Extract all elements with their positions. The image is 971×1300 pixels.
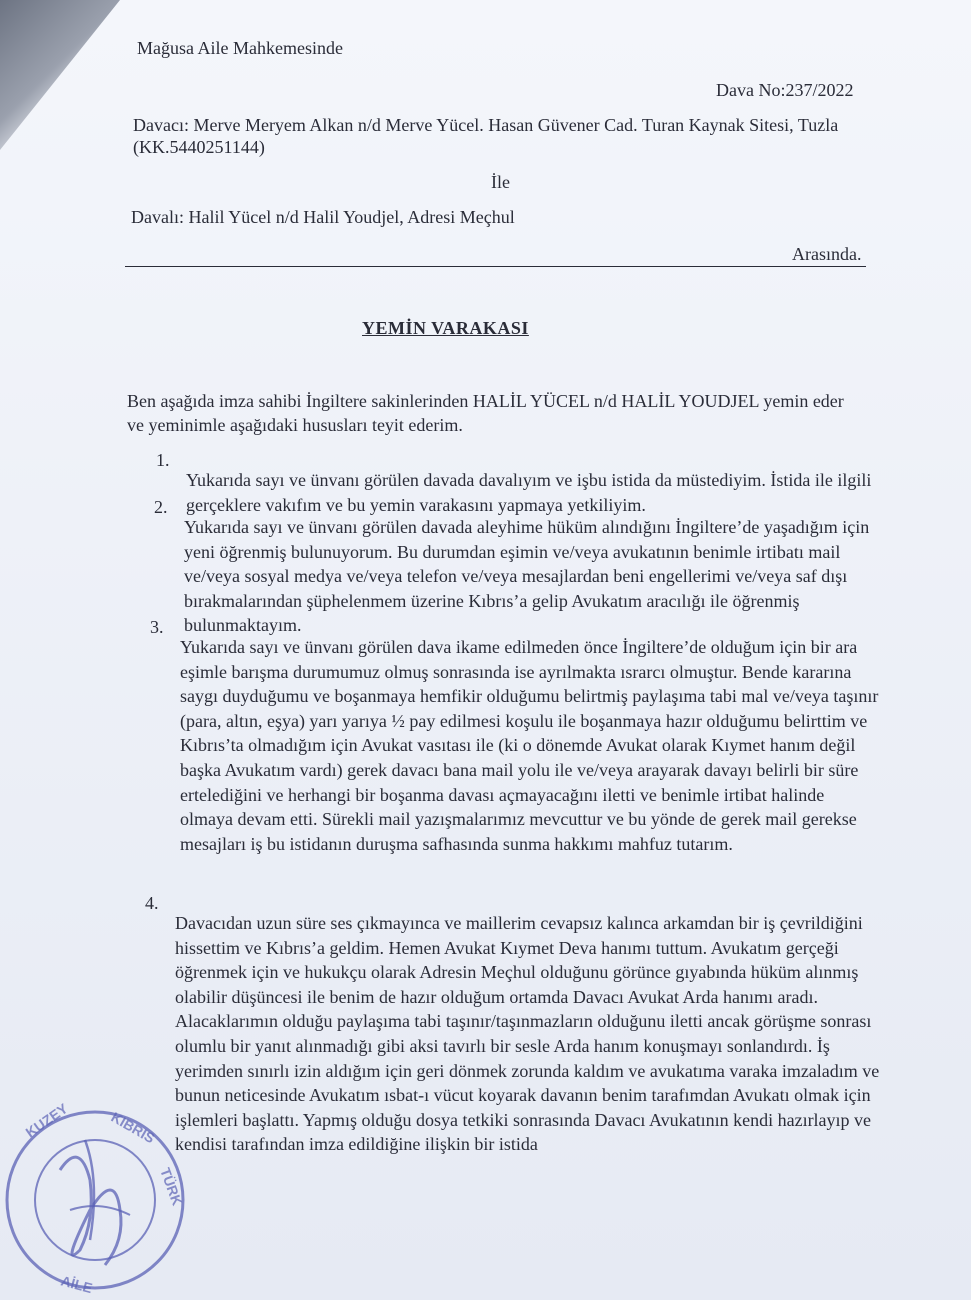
page-curl (0, 0, 120, 150)
svg-text:KIBRIS: KIBRIS (108, 1108, 158, 1147)
list-item: Yukarıda sayı ve ünvanı görülen davada davalıyım ve işbu istida da müstediyim. İstida ile ilgili gerçeklere vakıfım ve bu yemin varakasını yapmaya yetkiliyim. (186, 470, 872, 515)
connector-text: İle (491, 172, 510, 192)
svg-text:AİLE: AİLE (59, 1272, 95, 1297)
intro-paragraph: Ben aşağıda imza sahibi İngiltere sakinlerinden HALİL YÜCEL n/d HALİL YOUDJEL yemin eder ve yeminimle aşağıdaki hususları teyit ederim. (127, 391, 844, 435)
between-text: Arasında. (792, 244, 862, 264)
item-number: 3. (150, 617, 164, 637)
header-divider (125, 266, 866, 267)
item-number: 1. (156, 450, 170, 470)
list-item: Yukarıda sayı ve ünvanı görülen davada aleyhime hüküm alındığını İngiltere’de yaşadığım için yeni öğrenmiş bulunuyorum. Bu durumdan eşimin ve/veya avukatının benimle irtibatı mail ve/veya sosyal medya ve/veya telefon ve/veya mesajlardan beni engellerimi ve/veya saf dışı bırakmalarından şüphelenmem üzerine Kıbrıs’a gelip Avukatım aracılığı ile öğrenmiş bulunmaktayım. (184, 517, 870, 636)
list-item: Yukarıda sayı ve ünvanı görülen dava ikame edilmeden önce İngiltere’de olduğum için bir ara eşimle barışma durumumuz olmuş sonrasında ise ayrılmakta ısrarcı olmuştur. Bende kararına saygı duyduğumu ve boşanmaya hemfikir olduğumu belirtmiş paylaşıma tabi mal ve/veya taşınır (para, altın, eşya) yarı yarıya ½ pay edilmesi koşulu ile boşanmaya hazır olduğumu belirttim ve Kıbrıs’ta olmadığım için Avukat vasıtası ile (ki o dönemde Avukat olarak Kıymet hanım değil başka Avukatım vardı) gerek davacı bana mail yolu ile ve/veya arayarak davayı belirli bir süre ertelediğini ve herhangi bir boşanma davası açmayacağını iletti ve benimle irtibat halinde olmaya devam etti. Sürekli mail yazışmalarımız mevcuttur ve bu yönde de gerek mail gerekse mesajları iş bu istidanın duruşma safhasında sunma hakkımı mahfuz tutarım. (180, 637, 879, 854)
document-title: YEMİN VARAKASI (362, 318, 529, 338)
plaintiff-line: Davacı: Merve Meryem Alkan n/d Merve Yücel. Hasan Güvener Cad. Turan Kaynak Sitesi, Tuzla (KK.5440251144) (133, 115, 839, 157)
svg-text:TÜRK: TÜRK (157, 1165, 186, 1208)
item-number: 4. (145, 893, 159, 913)
case-number: Dava No:237/2022 (716, 80, 854, 100)
item-number: 2. (154, 497, 168, 517)
court-name: Mağusa Aile Mahkemesinde (137, 38, 343, 58)
court-stamp (0, 1060, 220, 1300)
svg-text:KUZEY: KUZEY (22, 1100, 71, 1141)
defendant-line: Davalı: Halil Yücel n/d Halil Youdjel, Adresi Meçhul (131, 207, 515, 227)
list-item: Davacıdan uzun süre ses çıkmayınca ve maillerim cevapsız kalınca arkamdan bir iş çevrildiğini hissettim ve Kıbrıs’a geldim. Hemen Avukat Kıymet Deva hanımı tuttum. Avukatım gerçeği öğrenmek için ve hukukçu olarak Adresin Meçhul olduğunu görünce gıyabında hüküm alınmış olabilir düşüncesi ile benim de hazır olduğum ortamda Davacı Avukat Arda hanımı aradı. Alacaklarımın olduğu paylaşıma tabi taşınır/taşınmazların olduğunu iletti ancak görüşme sonrası olumlu bir yanıt alınmadığı gibi aksi tavırlı bir sesle Arda hanım konuşmayı sonlandırdı. İş yerimden sınırlı izin aldığım için geri dönmek zorunda kaldım ve avukatıma varaka imzaladım ve bunun neticesinde Avukatım ısbat-ı vücut koyarak davanın benim tarafımdan Avukatı olmak için işlemleri başlattı. Yapmış olduğu dosya tetkiki sonrasında Davacı Avukatının kendi hazırlayıp ve kendisi tarafından imza edildiğine ilişkin bir istida (175, 913, 880, 1155)
